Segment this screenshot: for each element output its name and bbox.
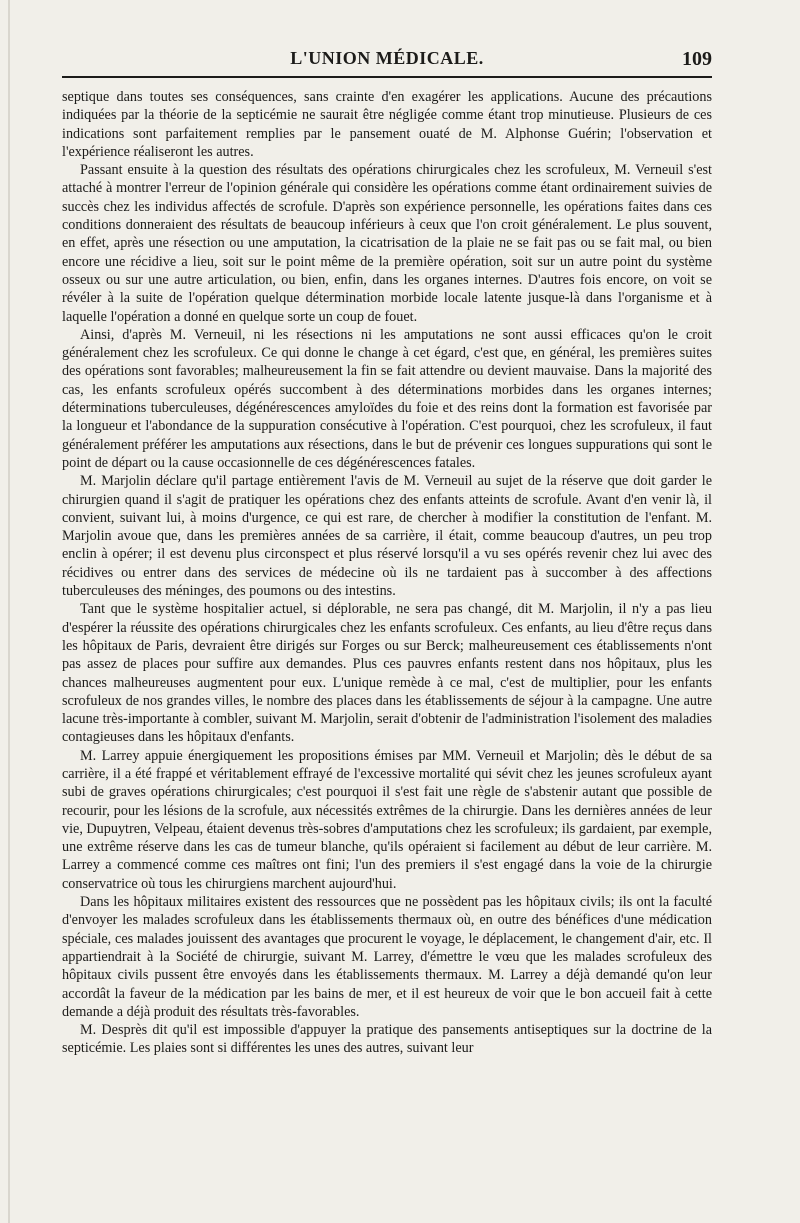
paragraph: M. Larrey appuie énergiquement les propositions émises par MM. Verneuil et Marjolin; dès le début de sa carrière, il a été frappé et véritablement effrayé de l'excessive mortalité qui sévit chez les jeunes scrofuleux ayant subi de graves opérations chirurgicales; c'est pourquoi il s'est fait une règle de s'abstenir autant que possible de recourir, pour les lésions de la scrofule, aux nécessités extrêmes de la chirurgie. Dans les dernières années de leur vie, Dupuytren, Velpeau, étaient devenus très-sobres d'amputations chez les scrofuleux; ils gardaient, par exemple, une extrême réserve dans les cas de tumeur blanche, qu'ils opéraient si facilement au début de leur carrière. M. Larrey a commencé comme ces maîtres ont fini; l'un des premiers il s'est engagé dans la voie de la chirurgie conservatrice où tous les chirurgiens marchent aujourd'hui.	[62, 747, 712, 892]
paragraph: M. Marjolin déclare qu'il partage entièrement l'avis de M. Verneuil au sujet de la réserve que doit garder le chirurgien quand il s'agit de pratiquer les opérations chez des enfants atteints de scrofule. Avant d'en venir là, il convient, suivant lui, à moins d'urgence, ce qui est rare, de chercher à modifier la constitution de l'enfant. M. Marjolin avoue que, dans les premières années de sa carrière, il était, comme beaucoup d'autres, un peu trop enclin à opérer; il est devenu plus circonspect et plus réservé lorsqu'il a vu ses opérés revenir chez lui avec des récidives ou entrer dans des services de médecine où ils ne tardaient pas à succomber à des affections tuberculeuses des méninges, des poumons ou des intestins.	[62, 473, 712, 600]
page-number: 109	[682, 48, 712, 70]
paragraph: septique dans toutes ses conséquences, sans crainte d'en exagérer les applications. Aucune des précautions indiquées par la théorie de la septicémie ne saurait être négligée comme étant trop minutieuse. Plusieurs de ces indications sont parfaitement remplies par le pansement ouaté de M. Alphonse Guérin; l'observation et l'expérience réaliseront les autres.	[62, 89, 712, 160]
header-rule	[62, 76, 712, 78]
running-header	[62, 44, 712, 74]
paragraph: Passant ensuite à la question des résultats des opérations chirurgicales chez les scrofuleux, M. Verneuil s'est attaché à montrer l'erreur de l'opinion générale qui considère les opérations comme étant ordinairement suivies de succès chez les individus affectés de scrofule. D'après son expérience personnelle, les opérations faites dans ces conditions donneraient des résultats de beaucoup inférieurs à ceux que l'on croit généralement. Le plus souvent, en effet, après une résection ou une amputation, la cicatrisation de la plaie ne se fait pas ou se fait mal, ou bien encore une récidive a lieu, soit sur le point même de la première opération, soit sur un autre point du système osseux ou sur une autre articulation, ou bien, enfin, dans les organes internes. D'autres fois encore, on voit se révéler à la suite de l'opération quelque détermination morbide locale latente jusque-là dans l'organisme et à laquelle l'opération a donné en quelque sorte un coup de fouet.	[62, 162, 712, 325]
journal-page	[62, 44, 712, 1058]
page-edge	[8, 0, 10, 1223]
paragraph: M. Desprès dit qu'il est impossible d'appuyer la pratique des pansements antiseptiques sur la doctrine de la septicémie. Les plaies sont si différentes les unes des autres, suivant leur	[62, 1022, 712, 1057]
journal-title: L'UNION MÉDICALE.	[290, 48, 484, 68]
article-body	[62, 88, 712, 1058]
paragraph: Dans les hôpitaux militaires existent des ressources que ne possèdent pas les hôpitaux civils; ils ont la faculté d'envoyer les malades scrofuleux dans les établissements thermaux où, en outre des bénéfices d'une médication spéciale, ces malades jouissent des avantages que procurent le voyage, le déplacement, le changement d'air, etc. Il appartiendrait à la Société de chirurgie, suivant M. Larrey, d'émettre le vœu que les malades scrofuleux des hôpitaux civils pussent être envoyés dans les établissements thermaux. M. Larrey a déjà demandé qu'on leur accordât la faveur de la médication par les bains de mer, et il est heureux de voir que le bon accueil fait à cette demande a déjà produit des résultats très-favorables.	[62, 894, 712, 1020]
paragraph: Tant que le système hospitalier actuel, si déplorable, ne sera pas changé, dit M. Marjolin, il n'y a pas lieu d'espérer la réussite des opérations chirurgicales chez les enfants scrofuleux. Ces enfants, au lieu d'être reçus dans les hôpitaux de Paris, devraient être dirigés sur Forges ou sur Berck; malheureusement ces établissements n'ont pas assez de places pour suffire aux demandes. Plus ces pauvres enfants restent dans nos hôpitaux, plus les chances malheureuses augmentent pour eux. L'unique remède à ce mal, c'est de multiplier, pour les enfants scrofuleux de nos grandes villes, le nombre des places dans les établissements de séjour à la campagne. Une autre lacune très-importante à combler, suivant M. Marjolin, serait d'obtenir de l'administration l'isolement des maladies contagieuses dans les hôpitaux d'enfants.	[62, 601, 712, 746]
paragraph: Ainsi, d'après M. Verneuil, ni les résections ni les amputations ne sont aussi efficaces qu'on le croit généralement chez les scrofuleux. Ce qui donne le change à cet égard, c'est que, en général, les premières suites des opérations sont favorables; malheureusement la fin se fait attendre ou devient mauvaise. Dans la majorité des cas, les enfants scrofuleux opérés succombent à des déterminations morbides dans les organes internes; déterminations tuberculeuses, dégénérescences amyloïdes du foie et des reins dont la formation est favorisée par la longueur et l'abondance de la suppuration consécutive à l'opération. C'est pourquoi, chez les scrofuleux, il faut généralement préférer les amputations aux résections, dans le but de prévenir ces longues suppurations qui sont le point de départ ou la cause occasionnelle de ces dégénérescences fatales.	[62, 326, 712, 471]
